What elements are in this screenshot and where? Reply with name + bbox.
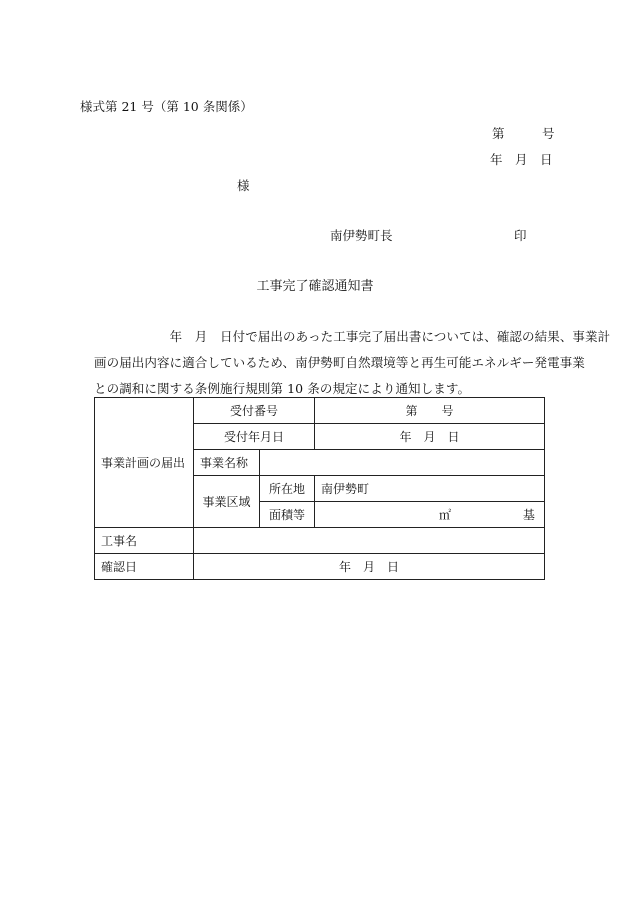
work-name-value[interactable] bbox=[194, 528, 545, 554]
document-title: 工事完了確認通知書 bbox=[256, 279, 374, 294]
seal-mark: 印 bbox=[514, 228, 527, 243]
area-size-value[interactable] bbox=[315, 502, 545, 528]
receipt-date-label: 受付年月日 bbox=[194, 424, 315, 450]
location-value[interactable]: 南伊勢町 bbox=[315, 476, 545, 502]
body-line-1: 年 月 日付で届出のあった工事完了届出書については、確認の結果、事業計 bbox=[94, 329, 611, 344]
confirm-date-label: 確認日 bbox=[95, 554, 194, 580]
table-row bbox=[95, 398, 545, 424]
area-unit-count: 基 bbox=[522, 508, 535, 522]
work-name-label: 工事名 bbox=[95, 528, 194, 554]
project-name-label: 事業名称 bbox=[194, 450, 260, 476]
confirm-date-value[interactable]: 年 月 日 bbox=[194, 554, 545, 580]
sender: 南伊勢町長 bbox=[330, 228, 393, 243]
project-name-value[interactable] bbox=[260, 450, 545, 476]
document-date: 年 月 日 bbox=[490, 152, 553, 167]
area-size-label: 面積等 bbox=[260, 502, 315, 528]
area-unit-sqm: ㎡ bbox=[439, 508, 452, 522]
area-label: 事業区域 bbox=[194, 476, 260, 528]
plan-label: 事業計画の届出 bbox=[95, 398, 194, 528]
table-row bbox=[95, 554, 545, 580]
confirmation-table bbox=[94, 397, 545, 580]
body-line-2: 画の届出内容に適合しているため、南伊勢町自然環境等と再生可能エネルギー発電事業 bbox=[94, 355, 585, 370]
receipt-number-label: 受付番号 bbox=[194, 398, 315, 424]
addressee: 様 bbox=[237, 178, 250, 193]
receipt-date-value[interactable]: 年 月 日 bbox=[315, 424, 545, 450]
body-line-3: との調和に関する条例施行規則第 10 条の規定により通知します。 bbox=[94, 381, 471, 396]
location-label: 所在地 bbox=[260, 476, 315, 502]
receipt-number-value[interactable]: 第 号 bbox=[315, 398, 545, 424]
body-text bbox=[94, 324, 611, 402]
document-number: 第 号 bbox=[492, 126, 555, 141]
table-row bbox=[95, 528, 545, 554]
form-number: 様式第 21 号（第 10 条関係） bbox=[80, 99, 253, 114]
